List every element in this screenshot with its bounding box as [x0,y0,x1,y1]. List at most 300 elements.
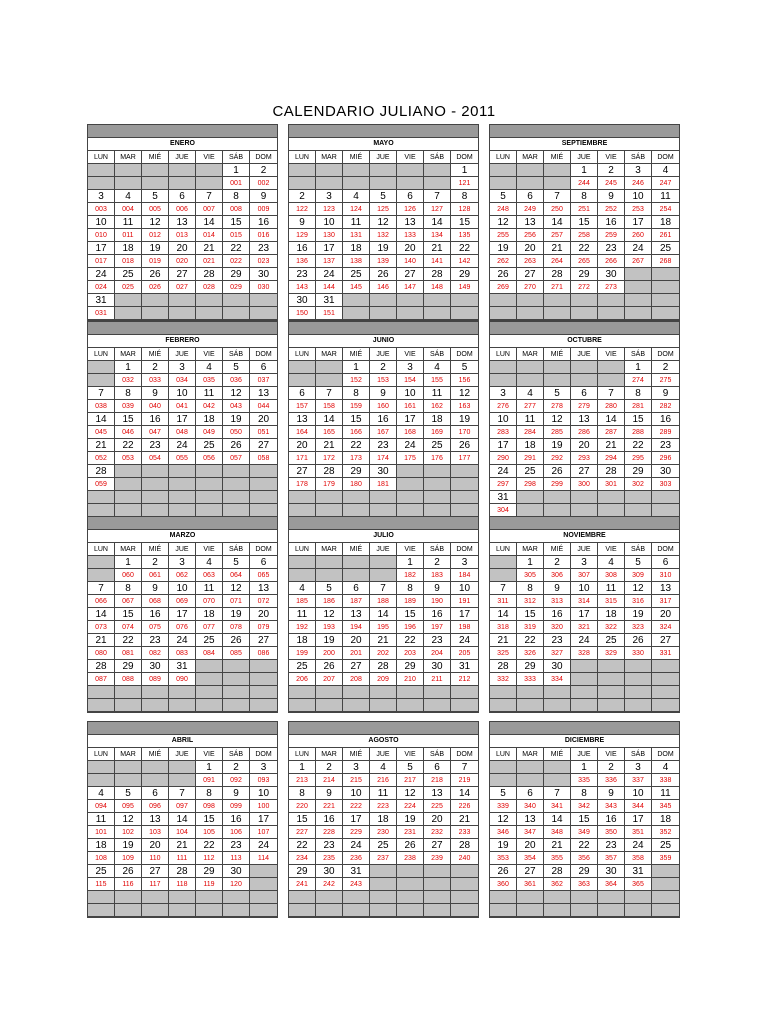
julian-day: 116 [115,878,142,891]
month-day-grid [490,748,679,917]
julian-day: 056 [196,452,223,465]
empty-cell [370,686,397,699]
julian-day: 264 [544,255,571,268]
empty-cell [424,164,451,177]
empty-cell [88,569,115,582]
day-number: 13 [250,582,277,595]
day-number: 3 [490,387,517,400]
julian-day: 347 [517,826,544,839]
julian-day: 173 [343,452,370,465]
julian-day: 337 [625,774,652,787]
empty-cell [169,686,196,699]
julian-day: 353 [490,852,517,865]
day-number: 16 [223,813,250,826]
day-number: 11 [343,216,370,229]
julian-day: 073 [88,621,115,634]
julian-day: 195 [370,621,397,634]
empty-cell [223,660,250,673]
weekday-header: SÁB [424,151,451,164]
julian-day: 215 [343,774,370,787]
empty-cell [88,374,115,387]
day-number: 12 [316,608,343,621]
day-number: 29 [571,268,598,281]
empty-cell [223,673,250,686]
empty-cell [424,891,451,904]
julian-day: 292 [544,452,571,465]
julian-day: 208 [343,673,370,686]
julian-day: 231 [397,826,424,839]
empty-cell [571,660,598,673]
day-number: 23 [142,634,169,647]
day-number: 29 [196,865,223,878]
day-number: 4 [343,190,370,203]
weekday-header: LUN [289,543,316,556]
julian-day: 177 [451,452,478,465]
julian-day: 110 [142,852,169,865]
empty-cell [196,478,223,491]
day-number: 1 [397,556,424,569]
julian-day: 213 [289,774,316,787]
day-number: 10 [250,787,277,800]
day-number: 10 [169,387,196,400]
weekday-header: VIE [397,348,424,361]
julian-day: 003 [88,203,115,216]
day-number: 26 [115,865,142,878]
day-number: 7 [196,190,223,203]
empty-cell [517,904,544,917]
day-number: 6 [571,387,598,400]
empty-cell [652,699,679,712]
julian-day: 029 [223,281,250,294]
empty-cell [370,569,397,582]
julian-day: 304 [490,504,517,517]
weekday-header: JUE [169,151,196,164]
day-number: 21 [451,813,478,826]
day-number: 12 [397,787,424,800]
empty-cell [598,307,625,320]
empty-cell [517,891,544,904]
empty-cell [316,569,343,582]
julian-day: 227 [289,826,316,839]
empty-cell [196,177,223,190]
julian-day: 032 [115,374,142,387]
julian-day: 216 [370,774,397,787]
julian-day: 160 [370,400,397,413]
julian-day: 328 [571,647,598,660]
julian-day: 346 [490,826,517,839]
day-number: 10 [625,787,652,800]
empty-cell [169,465,196,478]
day-number: 30 [250,268,277,281]
julian-day: 260 [625,229,652,242]
julian-day: 133 [397,229,424,242]
day-number: 24 [250,839,277,852]
julian-day: 001 [223,177,250,190]
day-number: 14 [88,413,115,426]
julian-day: 083 [169,647,196,660]
empty-cell [544,307,571,320]
day-number: 3 [169,556,196,569]
empty-cell [490,904,517,917]
empty-cell [490,774,517,787]
month-header-bar [88,722,277,735]
julian-day: 359 [652,852,679,865]
empty-cell [169,699,196,712]
weekday-header: VIE [598,151,625,164]
julian-day: 283 [490,426,517,439]
day-number: 20 [397,242,424,255]
day-number: 11 [88,813,115,826]
day-number: 9 [316,787,343,800]
day-number: 9 [598,787,625,800]
julian-day: 297 [490,478,517,491]
weekday-header: JUE [571,543,598,556]
month-header-bar [289,517,478,530]
day-number: 8 [571,787,598,800]
day-number: 1 [115,361,142,374]
empty-cell [115,465,142,478]
empty-cell [223,904,250,917]
month-name: JULIO [289,530,478,543]
day-number: 28 [88,660,115,673]
day-number: 18 [424,413,451,426]
julian-day: 327 [544,647,571,660]
day-number: 20 [142,839,169,852]
weekday-header: MAR [115,151,142,164]
empty-cell [517,774,544,787]
day-number: 8 [517,582,544,595]
julian-day: 223 [370,800,397,813]
empty-cell [196,904,223,917]
empty-cell [289,891,316,904]
day-number: 11 [652,787,679,800]
day-number: 7 [544,787,571,800]
day-number: 19 [451,413,478,426]
day-number: 26 [490,865,517,878]
julian-day: 335 [571,774,598,787]
day-number: 5 [544,387,571,400]
weekday-header: LUN [88,348,115,361]
empty-cell [169,177,196,190]
empty-cell [370,699,397,712]
month-header-bar [289,322,478,335]
weekday-header: MAR [517,348,544,361]
empty-cell [223,307,250,320]
day-number: 7 [424,190,451,203]
julian-day: 234 [289,852,316,865]
empty-cell [343,686,370,699]
julian-day: 225 [424,800,451,813]
julian-day: 093 [250,774,277,787]
julian-day: 319 [517,621,544,634]
empty-cell [397,307,424,320]
weekday-header: DOM [451,748,478,761]
day-number: 17 [451,608,478,621]
julian-day: 085 [223,647,250,660]
empty-cell [424,307,451,320]
day-number: 6 [250,556,277,569]
weekday-header: DOM [652,748,679,761]
weekday-header: DOM [652,543,679,556]
day-number: 15 [289,813,316,826]
day-number: 27 [289,465,316,478]
page-title: CALENDARIO JULIANO - 2011 [272,103,496,120]
julian-day: 259 [598,229,625,242]
day-number: 8 [196,787,223,800]
day-number: 21 [169,839,196,852]
julian-day: 143 [289,281,316,294]
julian-day: 221 [316,800,343,813]
day-number: 4 [598,556,625,569]
julian-day: 321 [571,621,598,634]
day-number: 13 [652,582,679,595]
julian-day: 273 [598,281,625,294]
julian-day: 324 [652,621,679,634]
julian-day: 352 [652,826,679,839]
day-number: 27 [517,268,544,281]
day-number: 4 [652,164,679,177]
julian-day: 263 [517,255,544,268]
weekday-header: LUN [490,543,517,556]
day-number: 29 [517,660,544,673]
julian-day: 035 [196,374,223,387]
month-name: FEBRERO [88,335,277,348]
day-number: 8 [571,190,598,203]
day-number: 2 [370,361,397,374]
julian-day: 348 [544,826,571,839]
weekday-header: LUN [289,151,316,164]
day-number: 3 [625,761,652,774]
empty-cell [424,491,451,504]
day-number: 19 [142,242,169,255]
julian-day: 202 [370,647,397,660]
day-number: 29 [397,660,424,673]
empty-cell [490,569,517,582]
julian-day: 168 [397,426,424,439]
day-number: 28 [424,268,451,281]
empty-cell [451,465,478,478]
julian-day: 277 [517,400,544,413]
day-number: 5 [223,361,250,374]
day-number: 13 [517,216,544,229]
empty-cell [169,761,196,774]
day-number: 17 [169,608,196,621]
day-number: 2 [250,164,277,177]
weekday-header: VIE [196,543,223,556]
empty-cell [115,761,142,774]
weekday-header: JUE [169,748,196,761]
weekday-header: LUN [88,748,115,761]
julian-day: 240 [451,852,478,865]
julian-day: 201 [343,647,370,660]
day-number: 9 [250,190,277,203]
empty-cell [169,904,196,917]
day-number: 31 [625,865,652,878]
weekday-header: LUN [88,151,115,164]
weekday-header: MAR [316,543,343,556]
weekday-header: LUN [490,151,517,164]
day-number: 25 [517,465,544,478]
julian-day: 122 [289,203,316,216]
day-number: 22 [451,242,478,255]
empty-cell [250,891,277,904]
day-number: 1 [625,361,652,374]
empty-cell [490,891,517,904]
day-number: 4 [289,582,316,595]
month-name: MAYO [289,138,478,151]
weekday-header: JUE [571,151,598,164]
day-number: 5 [142,190,169,203]
julian-day: 312 [517,595,544,608]
day-number: 18 [289,634,316,647]
weekday-header: LUN [289,748,316,761]
julian-day: 047 [142,426,169,439]
julian-day: 197 [424,621,451,634]
julian-day: 281 [625,400,652,413]
julian-day: 126 [397,203,424,216]
empty-cell [544,904,571,917]
empty-cell [598,294,625,307]
julian-day: 172 [316,452,343,465]
julian-day: 054 [142,452,169,465]
empty-cell [544,686,571,699]
day-number: 2 [652,361,679,374]
julian-day: 317 [652,595,679,608]
julian-day: 041 [169,400,196,413]
day-number: 26 [490,268,517,281]
empty-cell [223,491,250,504]
day-number: 8 [115,387,142,400]
empty-cell [517,294,544,307]
day-number: 18 [370,813,397,826]
day-number: 23 [598,839,625,852]
month-name: NOVIEMBRE [490,530,679,543]
day-number: 4 [115,190,142,203]
day-number: 20 [517,839,544,852]
empty-cell [451,686,478,699]
day-number: 30 [424,660,451,673]
empty-cell [652,268,679,281]
day-number: 27 [397,268,424,281]
julian-day: 196 [397,621,424,634]
julian-day: 300 [571,478,598,491]
empty-cell [316,556,343,569]
empty-cell [544,361,571,374]
julian-day: 045 [88,426,115,439]
day-number: 28 [451,839,478,852]
julian-day: 222 [343,800,370,813]
day-number: 7 [451,761,478,774]
empty-cell [625,686,652,699]
julian-day: 100 [250,800,277,813]
julian-day: 086 [250,647,277,660]
day-number: 15 [196,813,223,826]
day-number: 27 [169,268,196,281]
empty-cell [571,699,598,712]
month-name: ABRIL [88,735,277,748]
julian-day: 002 [250,177,277,190]
day-number: 22 [517,634,544,647]
julian-day: 099 [223,800,250,813]
day-number: 11 [424,387,451,400]
day-number: 18 [598,608,625,621]
month-header-bar [490,722,679,735]
day-number: 30 [598,865,625,878]
day-number: 25 [370,839,397,852]
day-number: 10 [169,582,196,595]
julian-day: 285 [544,426,571,439]
julian-day: 284 [517,426,544,439]
julian-day: 077 [196,621,223,634]
day-number: 17 [169,413,196,426]
day-number: 13 [142,813,169,826]
julian-day: 250 [544,203,571,216]
day-number: 14 [88,608,115,621]
julian-day: 289 [652,426,679,439]
day-number: 2 [424,556,451,569]
empty-cell [343,569,370,582]
day-number: 13 [343,608,370,621]
weekday-header: VIE [397,151,424,164]
day-number: 18 [343,242,370,255]
julian-day: 069 [169,595,196,608]
day-number: 1 [343,361,370,374]
julian-day: 151 [316,307,343,320]
day-number: 27 [250,439,277,452]
empty-cell [289,177,316,190]
julian-day: 087 [88,673,115,686]
empty-cell [142,774,169,787]
day-number: 16 [316,813,343,826]
julian-day: 237 [370,852,397,865]
julian-day: 230 [370,826,397,839]
day-number: 12 [115,813,142,826]
day-number: 23 [598,242,625,255]
day-number: 26 [223,439,250,452]
day-number: 8 [397,582,424,595]
day-number: 2 [598,761,625,774]
empty-cell [289,556,316,569]
empty-cell [598,891,625,904]
julian-day: 298 [517,478,544,491]
day-number: 17 [250,813,277,826]
day-number: 5 [223,556,250,569]
julian-day: 180 [343,478,370,491]
empty-cell [223,478,250,491]
julian-day: 205 [451,647,478,660]
empty-cell [397,177,424,190]
day-number: 4 [196,361,223,374]
month-day-grid [490,151,679,320]
day-number: 8 [223,190,250,203]
empty-cell [451,478,478,491]
empty-cell [652,865,679,878]
day-number: 3 [169,361,196,374]
empty-cell [625,673,652,686]
weekday-header: VIE [598,348,625,361]
empty-cell [250,865,277,878]
julian-day: 037 [250,374,277,387]
day-number: 22 [571,839,598,852]
day-number: 14 [490,608,517,621]
month-name: SEPTIEMBRE [490,138,679,151]
empty-cell [370,878,397,891]
julian-day: 308 [598,569,625,582]
day-number: 13 [397,216,424,229]
weekday-header: MIÉ [544,748,571,761]
empty-cell [343,491,370,504]
day-number: 5 [370,190,397,203]
